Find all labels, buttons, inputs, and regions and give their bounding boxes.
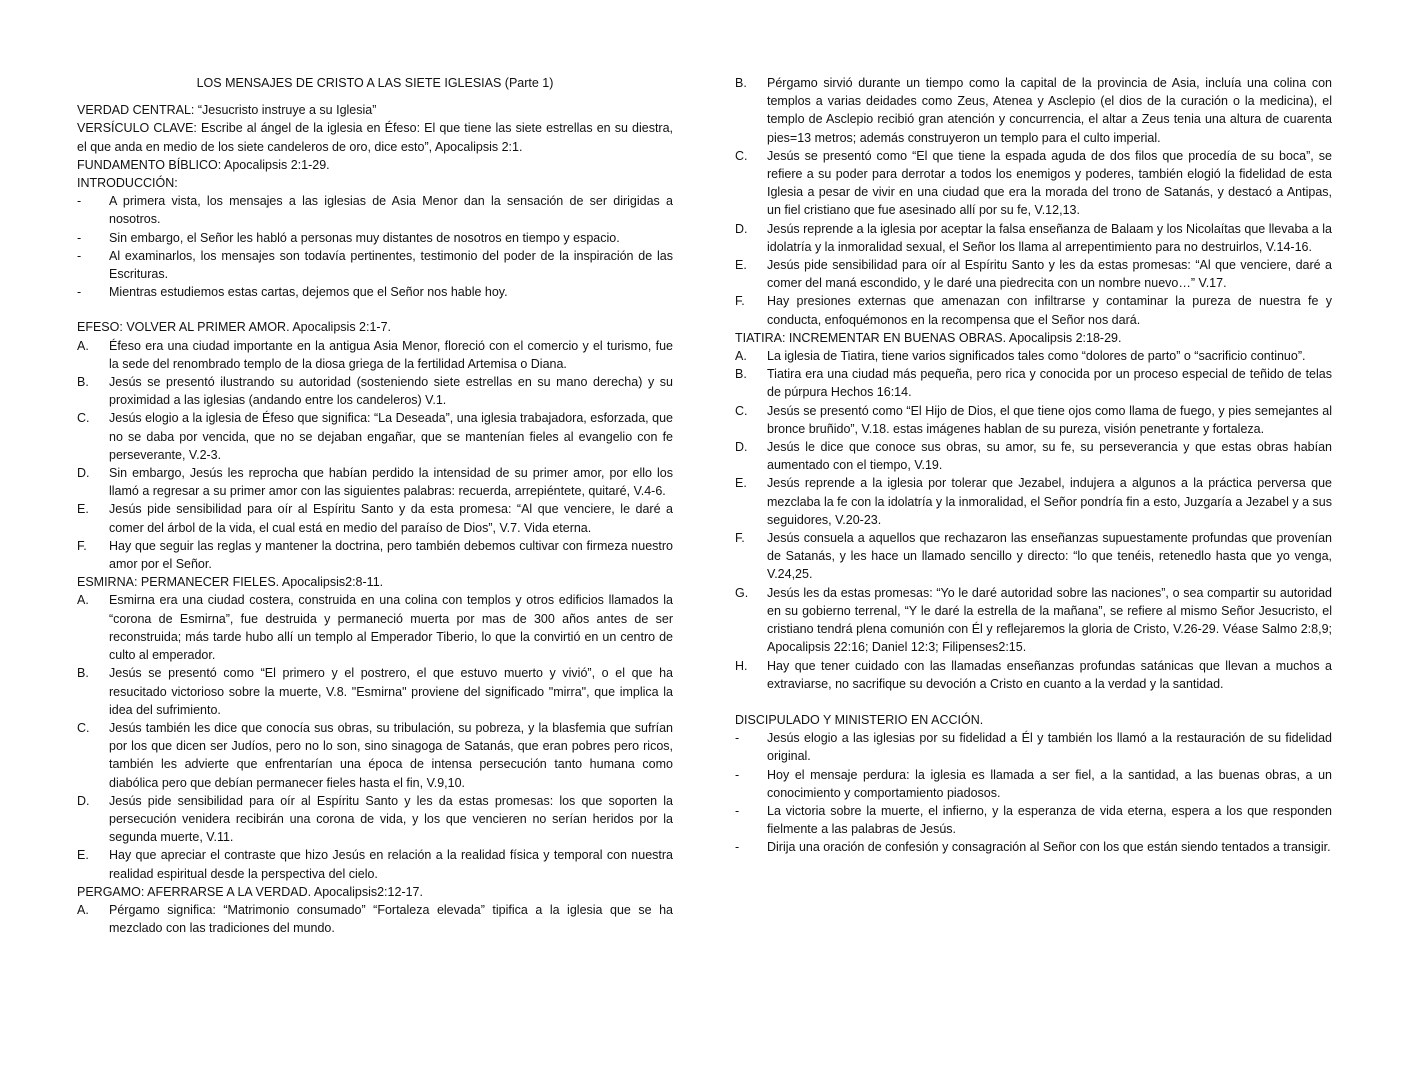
list-marker: G. <box>735 585 749 600</box>
biblical-foundation: FUNDAMENTO BÍBLICO: Apocalipsis 2:1-29. <box>77 157 330 172</box>
pergamo-list <box>77 901 673 937</box>
list-text: A primera vista, los mensajes a las iglesias de Asia Menor dan la sensación de ser dirigidas a nosotros. <box>109 194 673 227</box>
list-marker: - <box>735 840 740 855</box>
list-item <box>735 347 1332 365</box>
tiatira-list <box>735 347 1332 693</box>
list-item <box>77 464 673 500</box>
list-item <box>77 337 673 373</box>
list-text: Al examinarlos, los mensajes son todavía pertinentes, testimonio del poder de la inspiración de las Escrituras. <box>109 248 673 282</box>
list-text: Jesús pide sensibilidad para oír al Espíritu Santo y da esta promesa: “Al que venciere, le daré a comer del árbol de la vida, el cual está en medio del paraíso de Dios”, V.7. Vida eterna. <box>109 502 673 535</box>
list-item <box>77 846 673 882</box>
list-item <box>735 802 1332 838</box>
list-marker: - <box>77 230 82 245</box>
list-text: Jesús también les dice que conocía sus obras, su tribulación, su pobreza, y la blasfemia que sufrían por los que dicen ser Judíos, pero no lo son, sino sinagoga de Satanás, que eran pobres pero ricos, también les advierte que enfrentarían una época de intensa persecución tanto humana como diabólica pero que debían permanecer fieles hasta el fin, V.9,10. <box>109 720 673 790</box>
list-text: Jesús elogio a la iglesia de Éfeso que significa: “La Deseada”, una iglesia trabajadora, esforzada, que no se daba por vencida, que no se dejaban engañar, que se mantenían fieles al evangelio con fe perseverante, V.2-3. <box>109 411 673 462</box>
list-item <box>77 409 673 464</box>
list-text: Tiatira era una ciudad más pequeña, pero rica y conocida por un proceso especial de teñido de telas de púrpura Hechos 16:14. <box>767 367 1332 400</box>
tiatira-heading: TIATIRA: INCREMENTAR EN BUENAS OBRAS. Apocalipsis 2:18-29. <box>735 330 1122 345</box>
list-text: Jesús le dice que conoce sus obras, su amor, su fe, su perseverancia y que estas obras habían aumentado con el tiempo, V.19. <box>767 440 1332 473</box>
list-marker: C. <box>735 148 748 163</box>
pergamo-heading: PERGAMO: AFERRARSE A LA VERDAD. Apocalipsis2:12-17. <box>77 884 423 899</box>
list-item <box>77 901 673 937</box>
list-marker: B. <box>735 367 747 382</box>
list-item <box>77 792 673 847</box>
list-marker: E. <box>735 476 747 491</box>
list-marker: C. <box>77 411 90 426</box>
list-text: Jesús elogio a las iglesias por su fidelidad a Él y también los llamó a la restauración de su fidelidad original. <box>767 731 1332 764</box>
list-item <box>77 192 673 228</box>
discipulado-list <box>735 729 1332 856</box>
key-verse: VERSÍCULO CLAVE: Escribe al ángel de la iglesia en Éfeso: El que tiene las siete estrellas en su diestra, el que anda en medio de los siete candeleros de oro, dice esto”, Apocalipsis 2:1. <box>77 121 673 154</box>
list-item <box>735 584 1332 657</box>
section-spacer <box>735 693 1332 711</box>
list-item <box>735 402 1332 438</box>
list-marker: E. <box>77 848 89 863</box>
list-marker: F. <box>735 294 745 309</box>
list-text: Jesús se presentó como “El primero y el postrero, el que estuvo muerto y vivió”, o el que ha resucitado victorioso sobre la muerte, V.8. "Esmirna" proviene del significado "mirra", que implica la idea del sufrimiento. <box>109 666 673 717</box>
list-text: Dirija una oración de confesión y consagración al Señor con los que están siendo tentados a transigir. <box>767 840 1331 855</box>
list-marker: D. <box>735 440 748 455</box>
list-item <box>735 220 1332 256</box>
list-item <box>77 229 673 247</box>
list-marker: H. <box>735 658 748 673</box>
list-marker: D. <box>77 793 90 808</box>
list-marker: F. <box>77 538 87 553</box>
list-item <box>77 283 673 301</box>
pergamo-cont-list <box>735 74 1332 329</box>
list-text: Mientras estudiemos estas cartas, dejemos que el Señor nos hable hoy. <box>109 285 508 300</box>
list-item <box>735 147 1332 220</box>
list-marker: - <box>735 803 740 818</box>
list-text: Sin embargo, el Señor les habló a personas muy distantes de nosotros en tiempo y espacio. <box>109 230 620 245</box>
list-item <box>77 373 673 409</box>
intro-heading: INTRODUCCIÓN: <box>77 176 178 191</box>
list-marker: - <box>77 194 82 209</box>
list-text: Hay presiones externas que amenazan con infiltrarse y contaminar la pureza de nuestra fe y conducta, enfoquémonos en la recompensa que el Señor nos dará. <box>767 294 1332 327</box>
list-text: Jesús consuela a aquellos que rechazaron las enseñanzas supuestamente profundas que provenían de Satanás, y les hace un llamado sencillo y directo: “lo que tenéis, retenedlo hasta que yo venga, V.24,25. <box>767 531 1332 582</box>
list-marker: B. <box>77 666 89 681</box>
list-item <box>735 438 1332 474</box>
list-text: Hoy el mensaje perdura: la iglesia es llamada a ser fiel, a la santidad, a las buenas obras, a un conocimiento y comportamiento piadosos. <box>767 767 1332 800</box>
list-item <box>77 537 673 573</box>
list-text: Jesús pide sensibilidad para oír al Espíritu Santo y les da estas promesas: “Al que venciere, daré a comer del maná escondido, y le daré una piedrecita con un nombre nuevo…” V.17. <box>767 258 1332 291</box>
list-item <box>735 729 1332 765</box>
list-item <box>77 500 673 536</box>
list-text: Jesús se presentó ilustrando su autoridad (sosteniendo siete estrellas en su mano derecha) y su proximidad a las iglesias (andando entre los candeleros) V.1. <box>109 375 673 408</box>
esmirna-heading: ESMIRNA: PERMANECER FIELES. Apocalipsis2:8-11. <box>77 575 384 590</box>
list-text: Hay que tener cuidado con las llamadas enseñanzas profundas satánicas que llevan a muchos a extraviarse, no sacrifique su devoción a Cristo en cuanto a la verdad y la santidad. <box>767 658 1332 691</box>
list-marker: E. <box>77 502 89 517</box>
central-truth: VERDAD CENTRAL: “Jesucristo instruye a su Iglesia” <box>77 103 377 118</box>
list-marker: A. <box>77 593 89 608</box>
list-item <box>735 474 1332 529</box>
list-marker: - <box>735 767 740 782</box>
list-marker: D. <box>735 221 748 236</box>
list-item <box>77 664 673 719</box>
list-marker: B. <box>77 375 89 390</box>
list-item <box>77 591 673 664</box>
list-text: La iglesia de Tiatira, tiene varios significados tales como “dolores de parto” o “sacrificio continuo”. <box>767 349 1306 364</box>
list-text: Jesús reprende a la iglesia por tolerar que Jezabel, indujera a algunos a la práctica perversa que mezclaba la fe con la idolatría y la inmoralidad, el Señor pondría fin a esto, Juzgaría a Jezabel y a sus seguidores, V.20-23. <box>767 476 1332 527</box>
list-text: Hay que apreciar el contraste que hizo Jesús en relación a la realidad física y temporal con nuestra realidad espiritual desde la perspectiva del cielo. <box>109 848 673 881</box>
list-text: Jesús se presentó como “El Hijo de Dios, el que tiene ojos como llama de fuego, y pies semejantes al bronce bruñido”, V.18. estas imágenes hablan de su pureza, visión penetrante y fortaleza. <box>767 403 1332 436</box>
list-item <box>735 529 1332 584</box>
list-marker: E. <box>735 258 747 273</box>
list-item <box>735 657 1332 693</box>
list-marker: - <box>735 731 740 746</box>
list-text: Jesús se presentó como “El que tiene la espada aguda de dos filos que procedía de su boca”, se refiere a su poder para derrotar a todos los enemigos y poderes, también elogió la fidelidad de esta Iglesia a pesar de vivir en una ciudad que era la morada del trono de Satanás, y destacó a Antipas, un fiel cristiano que fue asesinado allí por su fe, V.12,13. <box>767 148 1332 218</box>
list-marker: F. <box>735 531 745 546</box>
list-item <box>77 719 673 792</box>
list-marker: - <box>77 285 82 300</box>
document-title: LOS MENSAJES DE CRISTO A LAS SIETE IGLESIAS (Parte 1) <box>196 76 554 90</box>
list-item <box>735 365 1332 401</box>
list-marker: D. <box>77 466 90 481</box>
list-text: Hay que seguir las reglas y mantener la doctrina, pero también debemos cultivar con firmeza nuestro amor por el Señor. <box>109 538 673 572</box>
list-text: Jesús les da estas promesas: “Yo le daré autoridad sobre las naciones”, o sea compartir su autoridad en su gobierno terrenal, “Y le daré la estrella de la mañana”, se refiere al mismo Señor Jesucristo, el cristiano tendrá plena comunión con Él y reflejaremos la gloria de Cristo, V.26-29. Véase Salmo 2:8,9; Apocalipsis 22:16; Daniel 12:3; Filipenses2:15. <box>767 585 1332 655</box>
list-marker: A. <box>77 338 89 353</box>
efeso-list <box>77 337 673 574</box>
list-text: Pérgamo significa: “Matrimonio consumado” “Fortaleza elevada” tipifica a la iglesia que se ha mezclado con las tradiciones del mundo. <box>109 902 673 936</box>
intro-list <box>77 192 673 301</box>
list-marker: A. <box>77 902 89 917</box>
list-text: Esmirna era una ciudad costera, construida en una colina con templos y otros edificios llamados la “corona de Esmirna”, fue destruida y permaneció muerta por mas de 300 años antes de ser reconstruida; más tarde hubo allí un templo al Emperador Tiberio, lo que la convirtió en un centro de culto al emperador. <box>109 593 673 663</box>
list-text: Jesús pide sensibilidad para oír al Espíritu Santo y les da estas promesas: los que soporten la persecución venidera recibirán una corona de vida, y los que vencieren no serían heridos por la segunda muerte, V.11. <box>109 793 673 845</box>
right-column <box>735 74 1332 857</box>
left-column <box>77 74 673 937</box>
list-item <box>735 766 1332 802</box>
list-text: Jesús reprende a la iglesia por aceptar la falsa enseñanza de Balaam y los Nicolaítas que llevaba a la idolatría y la inmoralidad sexual, el Señor los llama al arrepentimiento para no destruirlos, V.14-16. <box>767 221 1332 254</box>
efeso-heading: EFESO: VOLVER AL PRIMER AMOR. Apocalipsis 2:1-7. <box>77 320 392 335</box>
list-text: Éfeso era una ciudad importante en la antigua Asia Menor, floreció con el comercio y el turismo, fue la sede del renombrado templo de la diosa griega de la fertilidad Artemisa o Diana. <box>109 338 673 371</box>
list-item <box>735 838 1332 856</box>
list-marker: C. <box>77 720 90 735</box>
list-item <box>735 74 1332 147</box>
list-item <box>735 292 1332 328</box>
esmirna-list <box>77 591 673 882</box>
list-text: Sin embargo, Jesús les reprocha que habían perdido la intensidad de su primer amor, por ello los llamó a regresar a su primer amor con las siguientes palabras: recuerda, arrepiéntete, quitaré, V.4-6. <box>109 466 673 499</box>
list-item <box>735 256 1332 292</box>
list-marker: A. <box>735 349 747 364</box>
list-marker: - <box>77 248 82 263</box>
list-text: La victoria sobre la muerte, el infierno, y la esperanza de vida eterna, espera a los que responden fielmente a las palabras de Jesús. <box>767 803 1332 837</box>
list-item <box>77 247 673 283</box>
list-marker: C. <box>735 403 748 418</box>
list-marker: B. <box>735 76 747 90</box>
discipulado-heading: DISCIPULADO Y MINISTERIO EN ACCIÓN. <box>735 712 984 727</box>
list-text: Pérgamo sirvió durante un tiempo como la capital de la provincia de Asia, incluía una colina con templos a varias deidades como Zeus, Atenea y Asclepio (el dios de la curación o la medicina), el templo de Asclepio recibió gran atención y concurrencia, el altar a Zeus tenia una altura de cuarenta pies=13 metros; además construyeron un templo para el culto imperial. <box>767 76 1332 145</box>
